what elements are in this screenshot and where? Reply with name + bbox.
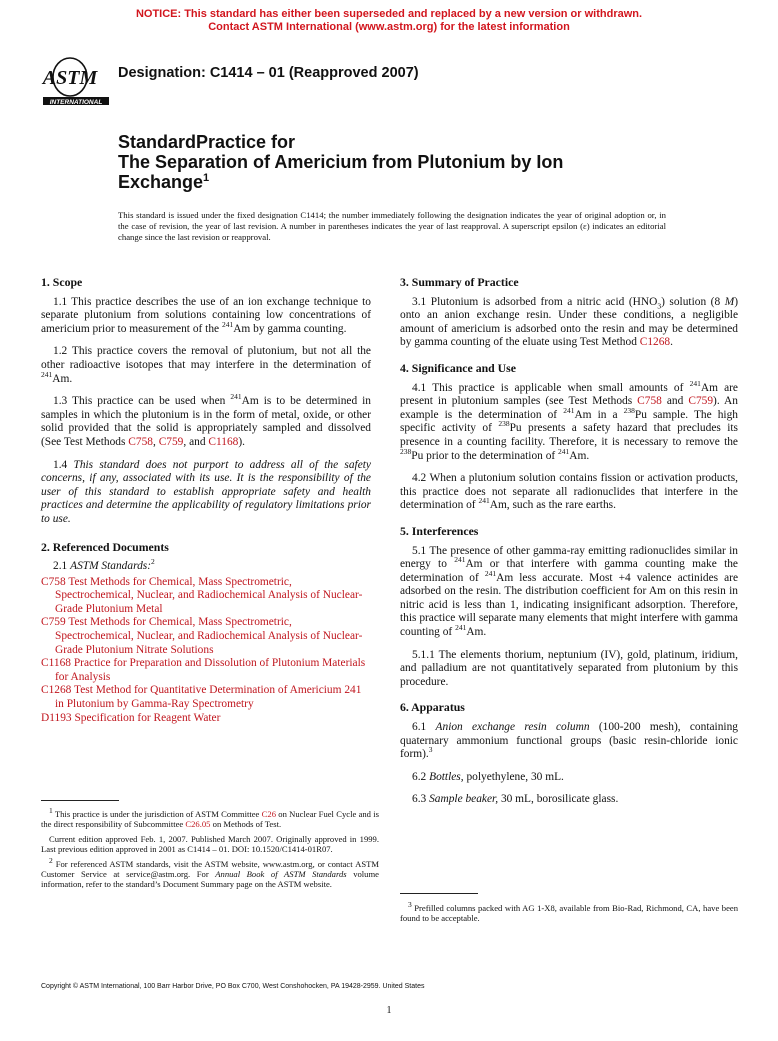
scope-para-1-2: 1.2 This practice covers the removal of plutonium, but not all the other radioactive isotopes that may interfere in the determination of $^{241}$Am.: [41, 345, 371, 385]
reference-item: [41, 576, 371, 617]
footnote-divider-right: [400, 893, 478, 894]
footnotes-right: [400, 900, 738, 928]
logo-text: INTERNATIONAL: [49, 99, 103, 106]
link-c758-b[interactable]: C758: [637, 395, 662, 408]
title-line-2: The Separation of Americium from Plutonium by Ion: [118, 152, 564, 172]
significance-para-4-1: 4.1 This practice is applicable when small amounts of $^{241}$Am are present in plutonium samples (see Test Methods C758 and C759). An example is the determination of $^{241}$Am in a $^{238}$Pu sample. The high specific activity of $^{238}$Pu presents a safety hazard that precludes its presence in a counting facility. Therefore, it is necessary to remove the $^{238}$Pu prior to the determination of $^{241}$Am.: [400, 378, 738, 462]
reference-code-link[interactable]: C759: [41, 616, 66, 629]
reference-title-link[interactable]: Test Methods for Chemical, Mass Spectrometric, Spectrochemical, Nuclear, and Radiochemical Analysis of Nuclear-Grade Plutonium Metal: [55, 575, 363, 615]
section-heading-apparatus: 6. Apparatus: [400, 700, 465, 715]
footnote-2: $^2$ For referenced ASTM standards, visit the ASTM website, www.astm.org, or contact ASTM Customer Service at service@astm.org. For Annual Book of ASTM Standards volume information, refer to the standard’s Document Summary page on the ASTM website.: [41, 855, 379, 890]
reference-title-link[interactable]: Test Method for Quantitative Determination of Americium 241 in Plutonium by Gamma-Ray Spectrometry: [55, 684, 362, 711]
reference-item: [41, 712, 371, 726]
link-c26-05[interactable]: C26.05: [185, 819, 211, 830]
reference-item: [41, 657, 371, 684]
document-title: [118, 132, 678, 192]
footnote-1: $^1$ This practice is under the jurisdiction of ASTM Committee C26 on Nuclear Fuel Cycle and is the direct responsibility of Subcommittee C26.05 on Methods of Test.: [41, 806, 379, 830]
notice-line-1: NOTICE: This standard has either been superseded and replaced by a new version or withdrawn.: [135, 8, 643, 20]
logo-letters: ASTM: [42, 67, 98, 89]
title-line-1: StandardPractice for: [118, 132, 296, 152]
significance-para-4-2: 4.2 When a plutonium solution contains fission or activation products, this practice does not separate all radionuclides that interfere in the determination of $^{241}$Am, such as the rare earths.: [400, 472, 738, 512]
section-heading-summary: 3. Summary of Practice: [400, 275, 519, 289]
section-heading-significance: 4. Significance and Use: [400, 360, 517, 375]
footnote-divider: [41, 800, 119, 801]
astm-standards-subheading: 2.1 ASTM Standards:$^2$: [53, 557, 155, 573]
section-heading-scope: 1. Scope: [41, 275, 83, 289]
astm-logo-icon: [41, 55, 113, 107]
right-column: [400, 276, 738, 816]
footnotes-left: [41, 806, 379, 894]
issued-note: This standard is issued under the fixed designation C1414; the number immediately following the designation indicates the year of original adoption or, in the case of revision, the year of last revision. A number in parentheses indicates the year of last reapproval. A superscript epsilon (ε) indicates an editorial change since the last revision or reapproval.: [118, 210, 666, 242]
link-c26[interactable]: C26: [261, 809, 276, 819]
reference-code-link[interactable]: D1193: [41, 711, 72, 724]
reference-item: [41, 616, 371, 657]
reference-code-link[interactable]: C1168: [41, 657, 71, 670]
link-c759-b[interactable]: C759: [688, 395, 714, 408]
notice-line-2: Contact ASTM International (www.astm.org) for the latest information: [208, 21, 570, 33]
title-line-3: Exchange$^1$: [118, 172, 210, 192]
section-heading-interferences: 5. Interferences: [400, 523, 479, 538]
link-c1268[interactable]: C1268: [639, 336, 671, 349]
title-footnote-mark: 1: [203, 172, 210, 184]
astm-logo: [41, 55, 113, 107]
section-heading-referenced-documents: 2. Referenced Documents: [41, 539, 169, 554]
left-column: [41, 276, 371, 725]
interferences-para-5-1-1: 5.1.1 The elements thorium, neptunium (IV), gold, platinum, iridium, and palladium are not quantitatively separated from plutonium by this procedure.: [400, 648, 738, 688]
designation: Designation: C1414 – 01 (Reapproved 2007): [118, 65, 419, 81]
reference-code-link[interactable]: C758: [41, 575, 66, 588]
scope-para-1-4: 1.4 This standard does not purport to address all of the safety concerns, if any, associated with its use. It is the responsibility of the user of this standard to establish appropriate safety and health practices and determine the applicability of regulatory limitations prior to use.: [41, 458, 371, 525]
scope-para-1-3: 1.3 This practice can be used when $^{241}$Am is to be determined in samples in which the plutonium is in the form of metal, oxide, or other solid provided that the solid is appropriately sampled and dissolved (See Test Methods C758, C759, and C1168).: [41, 392, 371, 448]
reference-title-link[interactable]: Practice for Preparation and Dissolution of Plutonium Materials for Analysis: [55, 657, 366, 683]
reference-list: [41, 576, 371, 726]
apparatus-para-6-1: 6.1 Anion exchange resin column (100-200 mesh), containing quaternary ammonium functional groups (basic resin-chloride ionic form).$^3$: [400, 721, 738, 761]
interferences-para-5-1: 5.1 The presence of other gamma-ray emitting radionuclides similar in energy to $^{241}$Am or that interfere with gamma counting make the determination of $^{241}$Am less accurate. Most +4 valence actinides are adsorbed on the resin. The distribution coefficient for Am on this resin in nitric acid is less than 1, indicating insignificant adsorption. Therefore, this practice will separate many elements that might interfere with gamma counting of $^{241}$Am.: [400, 544, 738, 639]
link-c759[interactable]: C759: [158, 435, 184, 448]
link-c1168[interactable]: C1168: [208, 435, 239, 448]
link-c758[interactable]: C758: [128, 435, 153, 448]
footnote-3: $^3$ Prefilled columns packed with AG 1-X8, available from Bio-Rad, Richmond, CA, have been found to be acceptable.: [400, 900, 738, 924]
copyright: Copyright © ASTM International, 100 Barr Harbor Drive, PO Box C700, West Conshohocken, PA 19428-2959. United States: [41, 983, 425, 990]
footnote-1-edition: Current edition approved Feb. 1, 2007. Published March 2007. Originally approved in 1999. Last previous edition approved in 2001 as C1414 – 01. DOI: 10.1520/C1414-01R07.: [41, 833, 379, 855]
scope-para-1-1: 1.1 This practice describes the use of an ion exchange technique to separate plutonium from solutions containing low concentrations of americium prior to measurement of the $^{241}$Am by gamma counting.: [41, 295, 371, 335]
apparatus-para-6-2: 6.2 Bottles, polyethylene, 30 mL.: [412, 770, 564, 783]
reference-item: [41, 684, 371, 711]
reference-code-link[interactable]: C1268: [41, 684, 72, 697]
reference-title-link[interactable]: Test Methods for Chemical, Mass Spectrometric, Spectrochemical, Nuclear, and Radiochemical Analysis of Nuclear-Grade Plutonium Nitrate Solutions: [55, 616, 363, 656]
summary-para-3-1: 3.1 Plutonium is adsorbed from a nitric acid $(HNO_3)$ solution (8 M) onto an anion exchange resin. Under these conditions, a negligible amount of americium is adsorbed onto the resin and may be determined by gamma counting of the eluate using Test Method C1268.: [400, 295, 738, 349]
apparatus-para-6-3: 6.3 Sample beaker, 30 mL, borosilicate glass.: [412, 793, 619, 806]
reference-title-link[interactable]: Specification for Reagent Water: [74, 711, 221, 724]
notice-banner: [0, 8, 778, 34]
page-number: 1: [386, 1005, 392, 1016]
